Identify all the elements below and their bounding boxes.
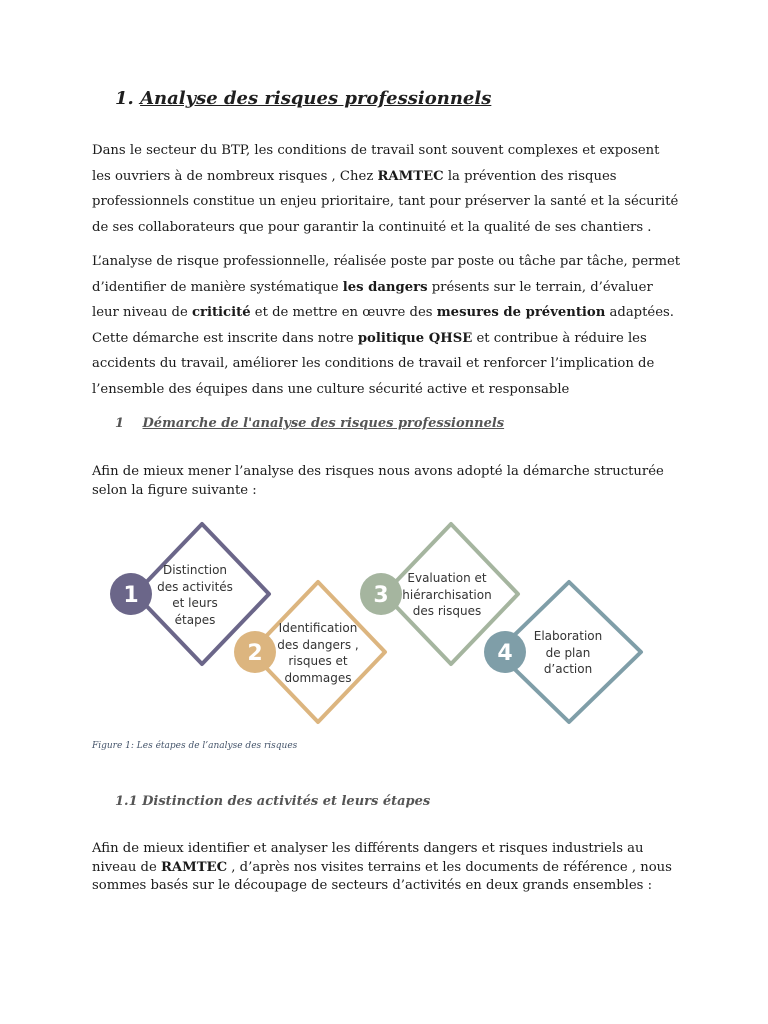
paragraph-text: et de mettre en œuvre des bbox=[250, 305, 437, 321]
heading-title: Analyse des risques professionnels bbox=[140, 88, 492, 109]
paragraph-decoupage bbox=[92, 840, 682, 896]
heading-title: Démarche de l'analyse des risques professionnels bbox=[142, 416, 505, 431]
bold-term: criticité bbox=[191, 305, 251, 321]
paragraph-text: présents sur le terrain, d’évaluer leur niveau de bbox=[92, 279, 653, 321]
step-2-number: 2 bbox=[247, 641, 263, 666]
paragraph-text: L’analyse de risque professionnelle, réalisée poste par poste ou tâche par tâche, permet d’identifier de manière systématique bbox=[92, 254, 681, 295]
company-name: RAMTEC bbox=[160, 859, 228, 875]
paragraph-text: adaptées. Cette démarche est inscrite dans notre bbox=[92, 305, 674, 346]
paragraph-intro bbox=[92, 138, 682, 240]
step-1-line-3: et leurs bbox=[172, 596, 218, 610]
paragraph-text: et contribue à réduire les accidents du travail, améliorer les conditions de travail et renforcer l’implication de l’ensemble des équipes dans une culture sécurité active et responsable bbox=[92, 330, 655, 397]
figure-caption: Figure 1: Les étapes de l’analyse des risques bbox=[92, 741, 298, 751]
step-3-line-1: Evaluation et bbox=[407, 571, 487, 585]
heading-number: 1 bbox=[115, 416, 125, 431]
paragraph-analysis bbox=[92, 249, 682, 403]
step-4-line-3: d’action bbox=[543, 662, 593, 676]
step-1-line-2: des activités bbox=[157, 580, 233, 594]
heading-number: 1. bbox=[115, 88, 134, 109]
heading-distinction bbox=[115, 794, 430, 809]
paragraph-text: la prévention des risques professionnels constitue un enjeu prioritaire, tant pour préserver la santé et la sécurité de ses collaborateurs que pour garantir la continuité et la qualité de ses chantiers . bbox=[92, 168, 679, 235]
step-1-line-1: Distinction bbox=[162, 563, 228, 577]
paragraph-text: Dans le secteur du BTP, les conditions de travail sont souvent complexes et exposent les ouvriers à de nombreux risques , Chez bbox=[92, 143, 660, 184]
bold-term: politique QHSE bbox=[357, 330, 473, 346]
process-diagram bbox=[0, 515, 768, 735]
step-4-line-2: de plan bbox=[545, 646, 591, 660]
paragraph-text: , d’après nos visites terrains et les documents de référence , nous sommes basés sur le découpage de secteurs d’activités en deux grands ensembles : bbox=[92, 859, 672, 893]
step-4-line-1: Elaboration bbox=[533, 629, 603, 643]
step-3-number: 3 bbox=[373, 583, 389, 608]
heading-analyse-risques bbox=[115, 88, 491, 109]
step-1-number: 1 bbox=[123, 583, 139, 608]
heading-number: 1.1 bbox=[115, 794, 138, 809]
paragraph-text: Afin de mieux identifier et analyser les différents dangers et risques industriels au niveau de bbox=[92, 841, 644, 875]
bold-term: les dangers bbox=[342, 279, 428, 295]
step-2-line-4: dommages bbox=[284, 671, 352, 685]
step-3-line-3: des risques bbox=[412, 604, 482, 618]
step-1-line-4: étapes bbox=[174, 613, 216, 627]
step-2-line-1: Identification bbox=[278, 621, 358, 635]
step-4-number: 4 bbox=[497, 641, 513, 666]
heading-demarche bbox=[115, 416, 504, 431]
company-name: RAMTEC bbox=[377, 168, 444, 184]
bold-term: mesures de prévention bbox=[436, 305, 606, 321]
heading-title: Distinction des activités et leurs étapes bbox=[142, 794, 431, 809]
paragraph-methodology: Afin de mieux mener l’analyse des risques nous avons adopté la démarche structurée selon la figure suivante : bbox=[92, 464, 664, 498]
step-2-line-2: des dangers , bbox=[277, 638, 359, 652]
process-diagram-svg bbox=[0, 515, 768, 735]
step-3-line-2: hiérarchisation bbox=[402, 588, 492, 602]
step-2-line-3: risques et bbox=[288, 654, 348, 668]
